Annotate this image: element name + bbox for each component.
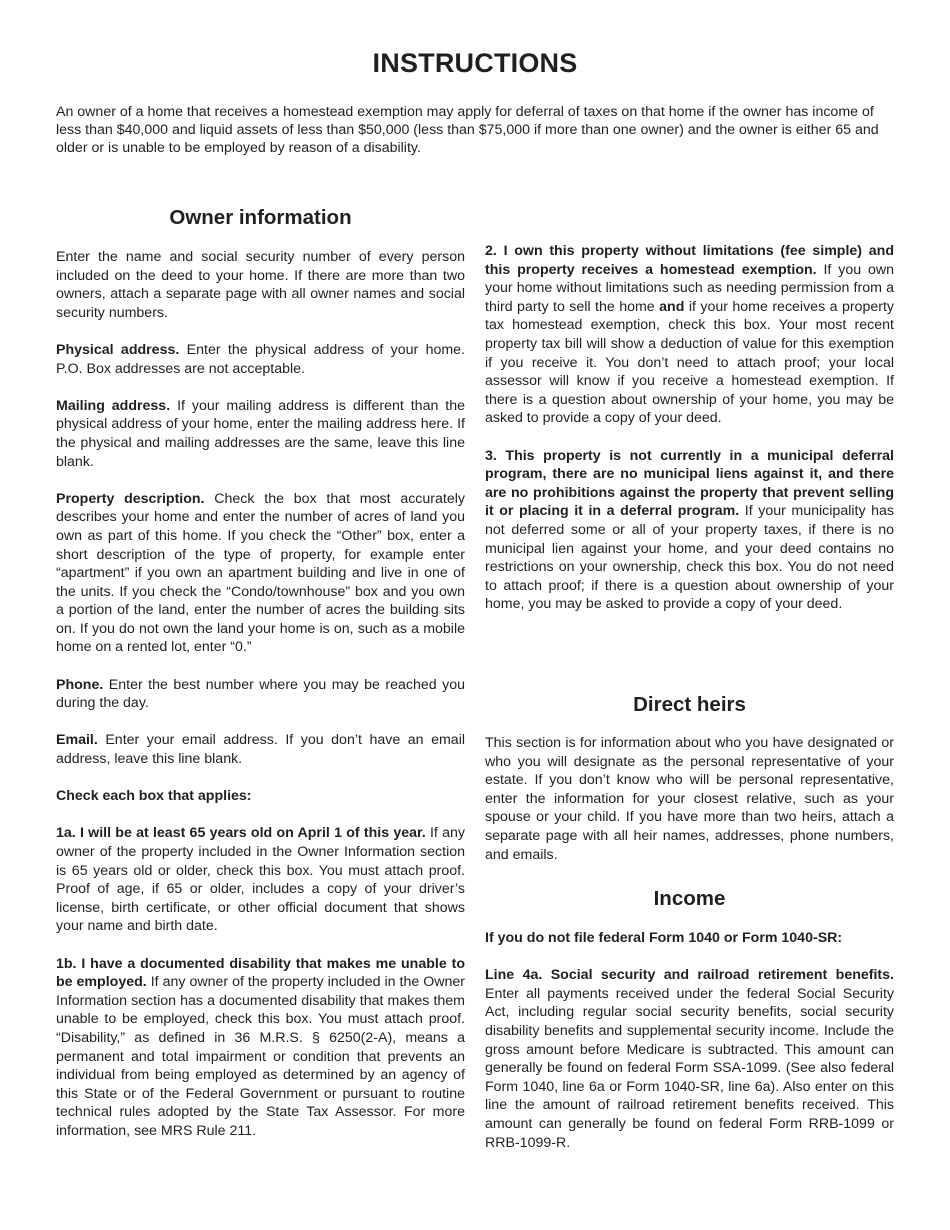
line-4a-text: Enter all payments received under the federal Social Security Act, including regular social security benefits, social security disability benefits and supplemental security income. Include the gross amount before Medicare is subtracted. This amount can generally be found on federal Form SSA-1099. (See also federal Form 1040, line 6a or Form 1040-SR, line 6a). Also enter on this line the amount of railroad retirement benefits received. This amount can generally be found on federal Form RRB-1099 or RRB-1099-R.	[485, 985, 894, 1151]
owner-information-heading: Owner information	[169, 206, 352, 229]
item-2-text-a: If you own your home without limitations such as needing permission from a third party to sell the home	[485, 261, 894, 315]
item-1a-paragraph	[56, 824, 465, 936]
income-subheading: If you do not file federal Form 1040 or Form 1040-SR:	[485, 930, 843, 946]
income-section	[485, 929, 894, 1171]
direct-heirs-heading: Direct heirs	[633, 693, 746, 716]
physical-address-paragraph	[56, 341, 465, 378]
item-2-paragraph	[485, 242, 894, 428]
line-4a-label: Line 4a. Social security and railroad retirement benefits.	[485, 967, 894, 984]
physical-address-text: Enter the physical address of your home. P.O. Box addresses are not acceptable.	[56, 341, 465, 377]
property-description-text: Check the box that most accurately describes your home and enter the number of acres of land you own as part of this home. If you check the “Other” box, enter a short description of the type of property, for example enter “apartment” if you own an apartment building and live in one of the units. If you check the “Condo/townhouse” box and you own a portion of the land, enter the number of acres the building sits on. If you do not own the land your home is on, such as a mobile home on a rented lot, enter “0.”	[56, 490, 465, 656]
physical-address-label: Physical address.	[56, 341, 180, 358]
item-2-text-b: if your home receives a property tax homestead exemption, check this box. Your most recent property tax bill will show a deduction of value for this exemption if you receive it. You don’t need to attach proof; your local assessor will know if you receive a homestead exemption. If there is a question about ownership of your home, you may be asked to provide a copy of your deed.	[485, 298, 894, 427]
item-1a-text: If any owner of the property included in the Owner Information section is 65 years old or older, check this box. You must attach proof. Proof of age, if 65 or older, includes a copy of your driver’s license, birth certificate, or other official document that shows your name and birth date.	[56, 825, 465, 935]
line-4a-paragraph	[485, 966, 894, 1152]
item-2-and: and	[659, 298, 685, 315]
email-text: Enter your email address. If you don’t have an email address, leave this line blank.	[56, 732, 465, 768]
item-3-paragraph	[485, 447, 894, 614]
income-heading: Income	[653, 887, 726, 910]
item-3-text: If your municipality has not deferred some or all of your property taxes, if there is no municipal lien against your home, and your deed contains no restrictions on your ownership, check this box. You do not need to attach proof; if there is a question about ownership of your home, you may be asked to provide a copy of your deed.	[485, 503, 894, 613]
owner-info-paragraph: Enter the name and social security number of every person included on the deed to your home. If there are more than two owners, attach a separate page with all owner names and social security numbers.	[56, 249, 465, 321]
left-column	[56, 248, 465, 1159]
income-subheading-paragraph	[485, 929, 894, 948]
email-paragraph	[56, 731, 465, 768]
mailing-address-text: If your mailing address is different than the physical address of your home, enter the mailing address here. If the physical and mailing addresses are the same, leave this line blank.	[56, 397, 465, 470]
item-1b-paragraph	[56, 955, 465, 1141]
property-description-paragraph	[56, 490, 465, 657]
phone-label: Phone.	[56, 676, 104, 693]
intro-paragraph: An owner of a home that receives a homestead exemption may apply for deferral of taxes on that home if the owner has income of less than $40,000 and liquid assets of less than $50,000 (less than $75,000 if more than one owner) and the owner is either 65 and older or is unable to be employed by reason of a disability.	[56, 104, 879, 156]
item-2-label: 2. I own this property without limitations (fee simple) and this property receives a homestead exemption.	[485, 243, 894, 278]
page-title: INSTRUCTIONS	[372, 48, 578, 78]
email-label: Email.	[56, 732, 98, 749]
item-1b-text: If any owner of the property included in the Owner Information section has a documented disability that makes them unable to be employed, check this box. You must attach proof. “Disability,” as defined in 36 M.R.S. § 6250(2-A), means a permanent and total impairment or condition that prevents an individual from being employed as determined by an agency of this State or of the Federal Government or pursuant to routine technical rules adopted by the State Tax Assessor. For more information, see MRS Rule 211.	[56, 974, 465, 1139]
mailing-address-label: Mailing address.	[56, 397, 171, 414]
check-boxes-label: Check each box that applies:	[56, 788, 252, 805]
check-boxes-paragraph	[56, 787, 465, 806]
direct-heirs-paragraph: This section is for information about who you have designated or who you will designate as the personal representative of your estate. If you don’t know who will be personal representative, enter the information for your closest relative, such as your spouse or your child. If you have more than two heirs, attach a separate page with all heir names, addresses, phone numbers, and emails.	[485, 735, 894, 863]
phone-paragraph	[56, 676, 465, 713]
mailing-address-paragraph	[56, 397, 465, 471]
item-1a-label: 1a. I will be at least 65 years old on April 1 of this year.	[56, 825, 426, 842]
right-column	[485, 242, 894, 632]
direct-heirs-section	[485, 734, 894, 883]
phone-text: Enter the best number where you may be reached you during the day.	[56, 676, 465, 712]
item-1b-label: 1b. I have a documented disability that makes me unable to be employed.	[56, 955, 465, 991]
item-3-label: 3. This property is not currently in a municipal deferral program, there are no municipal liens against it, and there are no prohibitions against the property that prevent selling it or placing it in a deferral program.	[485, 447, 894, 520]
property-description-label: Property description.	[56, 490, 205, 507]
